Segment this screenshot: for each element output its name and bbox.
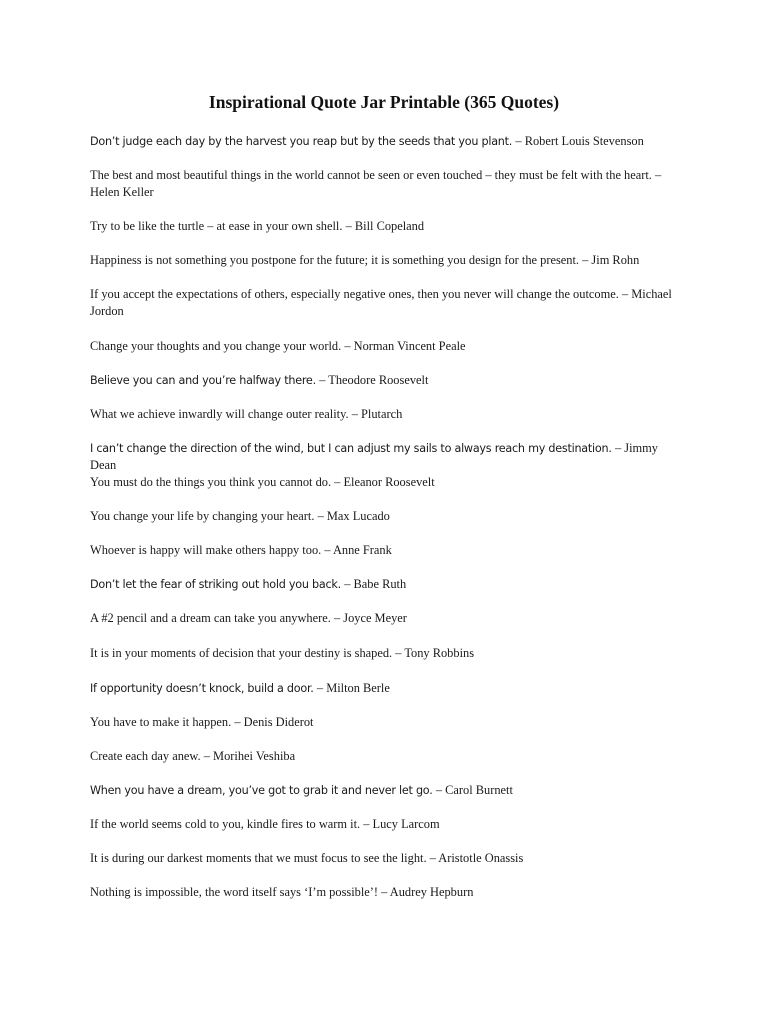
quote-attribution: – Michael Jordon: [90, 287, 672, 318]
quote-item: [90, 338, 682, 355]
quote-item: [90, 884, 682, 901]
quote-separator: .: [508, 135, 516, 148]
quote-text: If opportunity doesn’t knock, build a door: [90, 682, 311, 695]
quote-text: Don’t judge each day by the harvest you reap but by the seeds that you plant: [90, 135, 509, 148]
quote-text: Nothing is impossible, the word itself says ‘I’m possible’!: [90, 885, 379, 899]
quote-text: Try to be like the turtle – at ease in your own shell.: [90, 219, 343, 233]
quote-attribution: – Robert Louis Stevenson: [515, 134, 644, 148]
quote-item: [90, 576, 682, 593]
quote-text: You must do the things you think you cannot do.: [90, 475, 332, 489]
quote-attribution: – Morihei Veshiba: [203, 749, 296, 763]
quote-item: [90, 133, 682, 150]
quote-attribution: – Jimmy Dean: [90, 441, 658, 472]
quote-item: [90, 782, 682, 799]
quote-attribution: – Audrey Hepburn: [381, 885, 474, 899]
quote-separator: .: [429, 784, 436, 797]
page-title: Inspirational Quote Jar Printable (365 Quotes): [208, 92, 560, 112]
quote-item: [90, 680, 682, 697]
quote-text: Whoever is happy will make others happy too.: [90, 543, 322, 557]
quote-item: [90, 645, 682, 662]
quote-attribution: – Joyce Meyer: [333, 611, 407, 625]
quote-item: [90, 440, 682, 474]
quote-item: [90, 218, 682, 235]
quote-attribution: – Bill Copeland: [345, 219, 425, 233]
quote-text: The best and most beautiful things in the world cannot be seen or even touched – they must be felt with the heart.: [90, 168, 652, 182]
quote-attribution: – Aristotle Onassis: [429, 851, 524, 865]
quote-attribution: – Theodore Roosevelt: [319, 373, 429, 387]
quote-item: [90, 406, 682, 423]
quote-item: [90, 816, 682, 833]
quote-attribution: – Eleanor Roosevelt: [334, 475, 435, 489]
quote-attribution: – Helen Keller: [90, 168, 662, 199]
quote-attribution: – Milton Berle: [316, 681, 390, 695]
quote-item: [90, 610, 682, 627]
quote-separator: .: [312, 374, 320, 387]
quote-item: [90, 474, 682, 491]
quote-item: [90, 508, 682, 525]
quote-item: [90, 167, 682, 201]
quote-attribution: – Tony Robbins: [395, 646, 475, 660]
quote-text: Don’t let the fear of striking out hold you back.: [90, 578, 341, 591]
quote-item: [90, 714, 682, 731]
quote-attribution: – Carol Burnett: [435, 783, 513, 797]
quote-item: [90, 286, 682, 320]
quote-text: Create each day anew.: [90, 749, 201, 763]
quote-item: [90, 372, 682, 389]
quote-text: Happiness is not something you postpone for the future; it is something you design for the present.: [90, 253, 580, 267]
quote-text: When you have a dream, you’ve got to grab it and never let go: [90, 784, 430, 797]
quote-item: [90, 252, 682, 269]
quote-text: If you accept the expectations of others, especially negative ones, then you never will change the outcome.: [90, 287, 619, 301]
quote-text: It is in your moments of decision that your destiny is shaped.: [90, 646, 393, 660]
quote-attribution: – Babe Ruth: [344, 577, 407, 591]
quote-attribution: – Jim Rohn: [582, 253, 640, 267]
quote-text: Believe you can and you’re halfway there: [90, 374, 313, 387]
quote-text: You change your life by changing your heart.: [90, 509, 315, 523]
quote-text: I can’t change the direction of the wind, but I can adjust my sails to always reach my destination.: [90, 442, 612, 455]
quote-attribution: – Max Lucado: [317, 509, 390, 523]
quote-text: You have to make it happen.: [90, 715, 232, 729]
quote-item: [90, 748, 682, 765]
quote-attribution: – Lucy Larcom: [363, 817, 440, 831]
quote-item: [90, 542, 682, 559]
quote-attribution: – Denis Diderot: [234, 715, 314, 729]
quote-text: Change your thoughts and you change your world.: [90, 339, 342, 353]
quote-text: A #2 pencil and a dream can take you anywhere.: [90, 611, 331, 625]
quote-item: [90, 850, 682, 867]
quote-text: If the world seems cold to you, kindle fires to warm it.: [90, 817, 361, 831]
quote-text: It is during our darkest moments that we must focus to see the light.: [90, 851, 427, 865]
quote-attribution: – Anne Frank: [324, 543, 392, 557]
quote-attribution: – Norman Vincent Peale: [344, 339, 466, 353]
quote-attribution: – Plutarch: [351, 407, 403, 421]
quote-text: What we achieve inwardly will change outer reality.: [90, 407, 349, 421]
quote-separator: .: [310, 682, 317, 695]
